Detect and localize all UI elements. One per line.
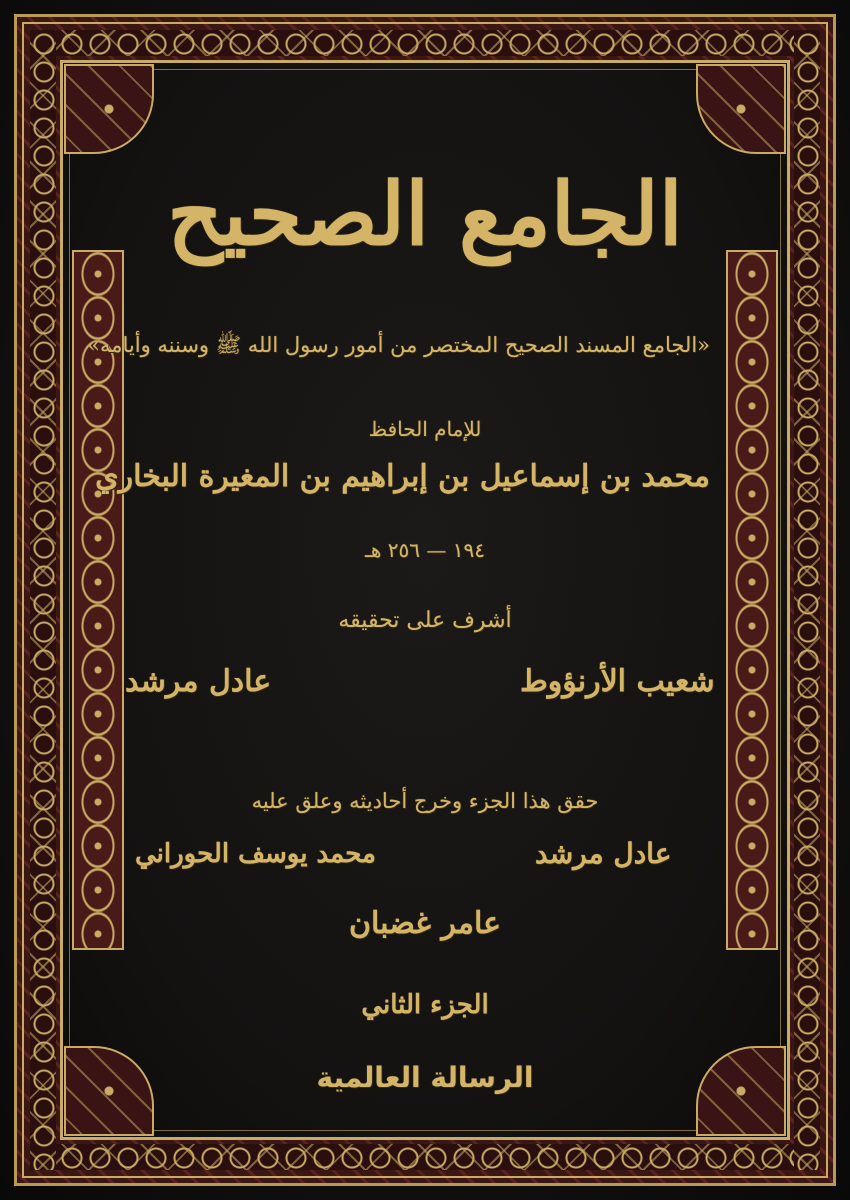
- editor-name: عادل مرشد: [125, 664, 272, 699]
- book-title: الجامع الصحيح: [167, 164, 683, 265]
- verification-label: حقق هذا الجزء وخرج أحاديثه وعلق عليه: [251, 789, 599, 813]
- ornamental-border-top: [30, 30, 820, 56]
- volume-label: الجزء الثاني: [361, 990, 489, 1020]
- author-dates: ١٩٤ — ٢٥٦ هـ: [365, 538, 485, 562]
- ornamental-border-left: [30, 30, 56, 1170]
- verifier-name: عادل مرشد: [535, 837, 672, 870]
- supervision-label: أشرف على تحقيقه: [338, 608, 512, 633]
- ornamental-border-right: [794, 30, 820, 1170]
- ornamental-border-bottom: [30, 1144, 820, 1170]
- imam-label: للإمام الحافظ: [368, 417, 482, 441]
- verifier-name: عامر غضبان: [348, 906, 502, 941]
- book-subtitle: «الجامع المسند الصحيح المختصر من أمور رسول الله ﷺ وسننه وأيامه»: [87, 333, 710, 357]
- side-ornament-right: [726, 250, 778, 950]
- verifier-name: محمد يوسف الحوراني: [135, 839, 376, 869]
- editor-name: شعيب الأرنؤوط: [520, 664, 715, 699]
- author-name: محمد بن إسماعيل بن إبراهيم بن المغيرة البخاري: [95, 459, 710, 494]
- publisher-name: الرسالة العالمية: [316, 1061, 534, 1094]
